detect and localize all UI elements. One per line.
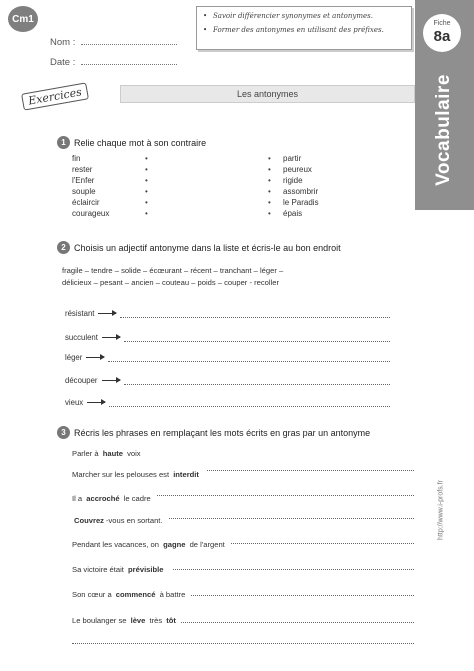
sentence-prompt: Marcher sur les pelouses est interdit: [72, 470, 414, 494]
right-word: peureux: [283, 165, 312, 174]
exercise-2-instruction: Choisis un adjectif antonyme dans la liste et écris-le au bon endroit: [74, 242, 341, 253]
subject-title: Vocabulaire: [433, 74, 454, 186]
word-list-line-1: fragile – tendre – solide – écœurant – récent – tranchant – léger –: [62, 266, 284, 275]
objective-1: • Savoir différencier synonymes et antonymes.: [201, 11, 411, 21]
left-word: fin: [72, 154, 81, 163]
sentence-list: [72, 449, 414, 636]
right-dots: [268, 153, 276, 219]
sentence-prompt: Couvrez -vous en sortant.: [72, 516, 414, 540]
sentence-prompt: Il a accroché le cadre: [72, 494, 414, 516]
match-dot[interactable]: •: [145, 198, 148, 207]
adjective-word: léger: [65, 353, 83, 362]
adjective-row: [65, 376, 390, 385]
arrow-icon: [98, 313, 116, 314]
name-label: Nom :: [50, 37, 76, 48]
arrow-icon: [102, 380, 120, 381]
date-field[interactable]: [50, 57, 182, 68]
right-word: épais: [283, 209, 303, 218]
arrow-icon: [86, 357, 104, 358]
level-badge: [8, 6, 38, 32]
site-url: http://www.i-profs.fr: [437, 480, 445, 540]
left-word: courageux: [72, 209, 110, 218]
lesson-title: Les antonymes: [120, 85, 415, 103]
exercise-3-instruction: Récris les phrases en remplaçant les mots écrits en gras par un antonyme: [74, 427, 371, 438]
sentence-prompt: Son cœur a commencé à battre: [72, 590, 414, 616]
adjective-row: [65, 353, 390, 362]
match-dot[interactable]: •: [268, 187, 271, 196]
left-word: rester: [72, 165, 93, 174]
left-word-list: [72, 153, 152, 219]
match-dot[interactable]: •: [145, 187, 148, 196]
sentence-prompt: Parler à haute voix: [72, 449, 414, 470]
fiche-badge: [423, 14, 461, 52]
left-word: éclaircir: [72, 198, 100, 207]
answer-line[interactable]: [108, 353, 390, 362]
answer-line[interactable]: [124, 333, 390, 342]
exercise-3-number: 3: [57, 426, 70, 439]
sentence-prompt: Le boulanger se lève très tôt: [72, 616, 414, 636]
sentence-prompt: Sa victoire était prévisible: [72, 565, 414, 590]
exercise-1-heading: [57, 136, 206, 149]
right-word: partir: [283, 154, 302, 163]
fiche-number: 8a: [433, 28, 451, 45]
adjective-row: [65, 398, 390, 407]
right-word: rigide: [283, 176, 303, 185]
match-dot[interactable]: •: [145, 165, 148, 174]
date-line[interactable]: [81, 64, 177, 65]
date-label: Date :: [50, 57, 76, 68]
left-word: l'Enfer: [72, 176, 95, 185]
right-word-list: [283, 153, 363, 219]
match-dot[interactable]: •: [268, 198, 271, 207]
adjective-word: découper: [65, 376, 98, 385]
adjective-word: succulent: [65, 333, 98, 342]
left-dots: [145, 153, 153, 219]
fiche-label: Fiche: [433, 20, 451, 27]
exercise-1-number: 1: [57, 136, 70, 149]
adjective-word: résistant: [65, 309, 95, 318]
answer-line[interactable]: [124, 376, 390, 385]
adjective-row: [65, 333, 390, 342]
right-word: le Paradis: [283, 198, 319, 207]
adjective-row: [65, 309, 390, 318]
match-dot[interactable]: •: [268, 176, 271, 185]
arrow-icon: [87, 402, 105, 403]
adjective-word: vieux: [65, 398, 84, 407]
match-dot[interactable]: •: [145, 176, 148, 185]
match-dot[interactable]: •: [268, 165, 271, 174]
exercise-3-heading: [57, 426, 370, 439]
name-line[interactable]: [81, 44, 177, 45]
match-dot[interactable]: •: [145, 154, 148, 163]
exercise-2-number: 2: [57, 241, 70, 254]
arrow-icon: [102, 337, 120, 338]
answer-line[interactable]: [109, 398, 390, 407]
left-word: souple: [72, 187, 96, 196]
exercise-2-heading: [57, 241, 341, 254]
match-dot[interactable]: •: [268, 154, 271, 163]
level-label: Cm1: [12, 13, 34, 25]
objectives-box: [196, 6, 412, 50]
answer-line[interactable]: [120, 309, 390, 318]
exercise-1-instruction: Relie chaque mot à son contraire: [74, 137, 207, 148]
exercices-tag: Exercices: [21, 82, 89, 110]
match-dot[interactable]: •: [268, 209, 271, 218]
objective-2: • Former des antonymes en utilisant des préfixes.: [201, 25, 411, 35]
right-word: assombrir: [283, 187, 319, 196]
name-field[interactable]: [50, 37, 182, 48]
match-dot[interactable]: •: [145, 209, 148, 218]
sentence-prompt: Pendant les vacances, on gagne de l'argent: [72, 540, 414, 565]
word-list-line-2: délicieux – pesant – ancien – couteau – poids – couper - recoller: [62, 278, 279, 287]
